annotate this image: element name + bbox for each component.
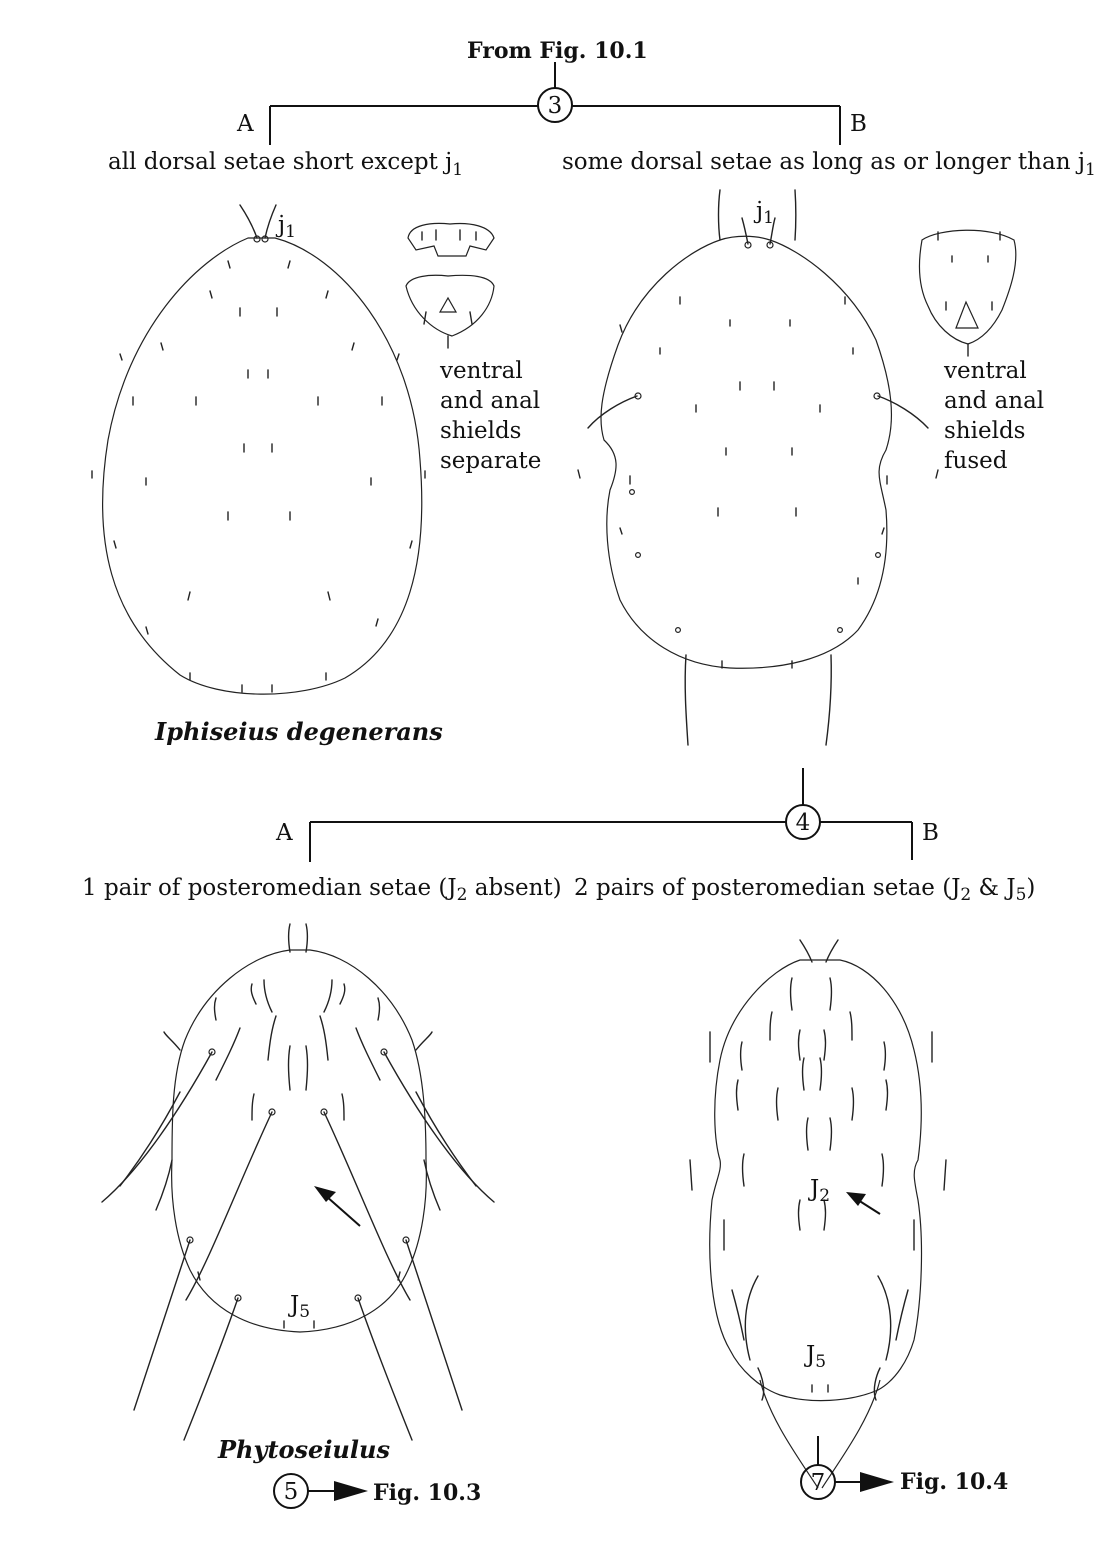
couplet-4-b-J2: J (951, 875, 961, 901)
couplet-3a-j1-sub: 1 (285, 222, 296, 242)
couplet-4a-setae (102, 980, 494, 1440)
couplet-4b-J2-label (808, 1176, 830, 1206)
couplet-4-b-J5: J (1006, 875, 1016, 901)
couplet-4-b-text-1: 2 pairs of posteromedian setae ( (574, 875, 952, 901)
couplet-3b-j1-sub: 1 (763, 208, 774, 228)
couplet-3-b-letter: B (850, 111, 867, 137)
couplet-4b-dorsal-shield (690, 940, 946, 1488)
couplet-4-b-amp: & (971, 875, 1007, 901)
couplet-4a-J5-sub: 5 (299, 1302, 311, 1322)
lead-to-couplet-5[interactable] (274, 1474, 481, 1508)
couplet-3b-dorsal-shield (578, 190, 938, 745)
couplet-4-b-close: ) (1026, 875, 1036, 901)
couplet-3a-dorsal-shield (92, 205, 425, 694)
header-title: From Fig. 10.1 (467, 38, 648, 64)
couplet-4-b-J2-sub: 2 (960, 885, 972, 905)
couplet-4a-J5-label (288, 1292, 310, 1322)
couplet-3b-inset-caption-3: shields (944, 418, 1026, 444)
couplet-4-a-text-1: 1 pair of posteromedian setae ( (82, 875, 448, 901)
couplet-4a-taxon: Phytoseiulus (218, 1435, 390, 1464)
couplet-3a-taxon: Iphiseius degenerans (155, 717, 443, 746)
couplet-3-b-sub: 1 (1084, 160, 1096, 180)
couplet-3b-inset-caption-4: fused (944, 448, 1008, 474)
couplet-3b-inset-caption-2: and anal (944, 388, 1045, 414)
lead-to-couplet-7[interactable] (801, 1465, 1008, 1499)
couplet-3-b-main: some dorsal setae as long as or longer than j (562, 149, 1085, 175)
couplet-4b-J5-label (804, 1342, 826, 1372)
couplet-3a-inset-caption-1: ventral (440, 358, 523, 384)
couplet-3-a-sub: 1 (452, 160, 464, 180)
couplet-4b-J2-sub: 2 (819, 1186, 831, 1206)
couplet-4-b-J5-sub: 5 (1015, 885, 1027, 905)
couplet-3b-ventral-inset (920, 230, 1016, 356)
couplet-4-b-letter: B (922, 820, 939, 846)
couplet-3a-ventral-inset (406, 223, 494, 348)
couplet-3b-inset-caption-1: ventral (944, 358, 1027, 384)
couplet-4b-J5-sub: 5 (815, 1352, 827, 1372)
couplet-3-b-text (562, 149, 1096, 180)
couplet-3a-j1-main: j (278, 212, 286, 238)
couplet-4b-J5-main: J (806, 1342, 816, 1368)
couplet-4-number: 4 (795, 810, 811, 836)
couplet-3-a-letter: A (237, 111, 254, 137)
couplet-5-number: 5 (283, 1479, 299, 1505)
couplet-3b-j1-label (753, 198, 774, 228)
couplet-4-branch (310, 822, 912, 862)
couplet-3a-inset-caption-2: and anal (440, 388, 541, 414)
couplet-3b-short-setae (578, 297, 938, 668)
couplet-3a-inset-caption-3: shields (440, 418, 522, 444)
couplet-3a-j1-label (275, 212, 296, 242)
lead-7-target[interactable]: Fig. 10.4 (900, 1469, 1009, 1495)
couplet-7-number: 7 (810, 1470, 826, 1496)
couplet-3-a-main: all dorsal setae short except j (108, 149, 453, 175)
couplet-4a-J5-main: J (290, 1292, 300, 1318)
couplet-3b-j1-main: j (756, 198, 764, 224)
couplet-4-a-text-sub: 2 (456, 885, 468, 905)
couplet-4-a-text-2: absent) (467, 875, 562, 901)
couplet-4b-arrow (846, 1192, 880, 1214)
couplet-4-a-text-J: J (447, 875, 457, 901)
couplet-3a-short-setae (92, 261, 425, 692)
arrow-right-icon (334, 1481, 368, 1501)
lead-5-target[interactable]: Fig. 10.3 (373, 1480, 482, 1506)
couplet-3-number: 3 (547, 93, 563, 119)
couplet-3-a-text (108, 149, 463, 180)
couplet-4-a-letter: A (276, 820, 293, 846)
couplet-4a-dorsal-shield (102, 924, 494, 1440)
arrow-right-icon (860, 1472, 894, 1492)
couplet-4b-J2-main: J (810, 1176, 820, 1202)
couplet-4a-arrow (314, 1186, 360, 1226)
couplet-4-a-text (82, 875, 562, 905)
couplet-3a-inset-caption-4: separate (440, 448, 542, 474)
couplet-4-b-text (574, 875, 1035, 905)
